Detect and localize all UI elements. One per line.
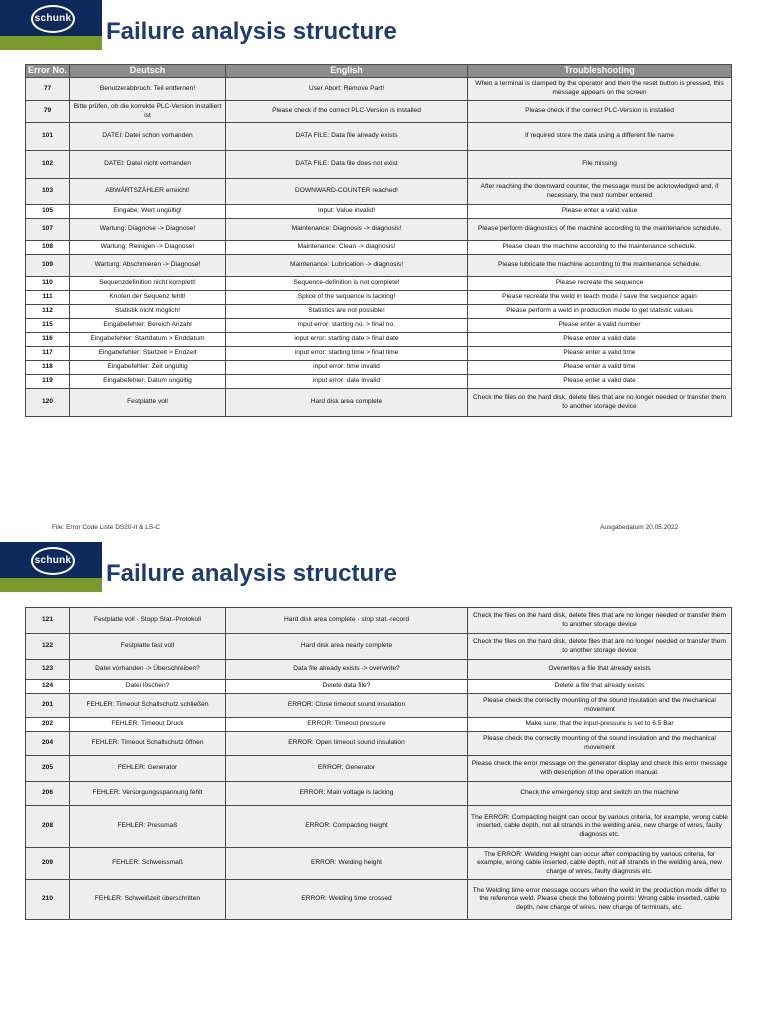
error-no-cell: 111 [26,291,70,305]
table-row [26,732,732,756]
deutsch-cell: Eingabefehler: Bereich Anzahl [70,319,226,333]
error-no-cell: 202 [26,718,70,732]
troubleshooting-cell: The Welding time error message occurs when the weld in the production mode differ to the reference weld. Please check the following points: Wrong cable inserted, cable depth, new charge of wires, new charge of terminals, etc. [468,880,732,920]
english-cell: Maintenance: Lubrication -> diagnosis! [226,255,468,277]
english-cell: input error: date invalid [226,375,468,389]
table-row [26,680,732,694]
deutsch-cell: Eingabefehler: Startzeit > Endzeit [70,347,226,361]
deutsch-cell: Sequenzdefinition nicht komplett! [70,277,226,291]
english-cell: ERROR: Main voltage is lacking [226,782,468,806]
page-header-2 [0,542,768,602]
english-cell: input error: starting time > final time [226,347,468,361]
troubleshooting-cell: Please check the correctly mounting of the sound insulation and the mechanical movement [468,732,732,756]
error-no-cell: 105 [26,205,70,219]
troubleshooting-cell: Please enter a valid date [468,375,732,389]
footer-file: File: Error Code Liste DS20-II & LS-C [52,524,161,531]
table-row [26,375,732,389]
error-no-cell: 122 [26,634,70,660]
error-no-cell: 110 [26,277,70,291]
error-no-cell: 116 [26,333,70,347]
table-row [26,608,732,634]
deutsch-cell: Festplatte voll [70,389,226,417]
english-cell: ERROR: Close timeout sound insulation [226,694,468,718]
table-row [26,219,732,241]
error-no-cell: 206 [26,782,70,806]
table-row [26,848,732,880]
troubleshooting-cell: The ERROR: Compacting height can occur by various criteria, for example, wrong cable inserted, cable depth, not all strands in the welding area, new charge of wires, faulty diagnosis etc. [468,806,732,848]
error-no-cell: 101 [26,123,70,151]
deutsch-cell: Bitte prüfen, ob die korrekte PLC-Version installiert ist [70,101,226,123]
error-no-cell: 119 [26,375,70,389]
troubleshooting-cell: Please enter a valid number [468,319,732,333]
troubleshooting-cell: Please recreate the weld in teach mode / save the sequence again [468,291,732,305]
troubleshooting-cell: Check the files on the hard disk, delete files that are no longer needed or transfer them to another storage device [468,608,732,634]
error-no-cell: 107 [26,219,70,241]
english-cell: input error: starting date > final date [226,333,468,347]
table-row [26,756,732,782]
error-no-cell: 77 [26,78,70,101]
error-no-cell: 208 [26,806,70,848]
schunk-logo: schunk [31,547,75,575]
troubleshooting-cell: Check the files on the hard disk, delete files that are no longer needed or transfer them to another storage device [468,389,732,417]
english-cell: DOWNWARD-COUNTER reached! [226,179,468,205]
error-no-cell: 204 [26,732,70,756]
table-row [26,333,732,347]
troubleshooting-cell: When a terminal is clamped by the operator and then the reset button is pressed, this message appears on the screen [468,78,732,101]
troubleshooting-cell: If required store the data using a different file name [468,123,732,151]
deutsch-cell: DATEI: Datei nicht vorhanden [70,151,226,179]
table-row [26,205,732,219]
footer-date: Ausgabedatum 20.05.2022 [600,524,679,531]
deutsch-cell: Eingabe: Wert ungültig! [70,205,226,219]
error-no-cell: 112 [26,305,70,319]
col-header-english: English [226,65,468,78]
troubleshooting-cell: Please lubricate the machine according to the maintenance schedule. [468,255,732,277]
table-row [26,389,732,417]
deutsch-cell: Festplatte fast voll [70,634,226,660]
error-table-body-1 [26,78,732,417]
error-no-cell: 118 [26,361,70,375]
page-title: Failure analysis structure [106,18,397,45]
error-no-cell: 121 [26,608,70,634]
deutsch-cell: FEHLER: Pressmaß [70,806,226,848]
table-row [26,291,732,305]
deutsch-cell: Datei löschen? [70,680,226,694]
table-row [26,634,732,660]
deutsch-cell: Knoten der Sequenz fehlt! [70,291,226,305]
error-table-2 [25,607,732,920]
english-cell: ERROR: Timeout pressure [226,718,468,732]
error-no-cell: 102 [26,151,70,179]
error-no-cell: 79 [26,101,70,123]
table-row [26,694,732,718]
schunk-logo: schunk [31,5,75,33]
english-cell: Sequence-definition is not complete! [226,277,468,291]
troubleshooting-cell: Please clean the machine according to the maintenance schedule. [468,241,732,255]
troubleshooting-cell: Please enter a valid value [468,205,732,219]
deutsch-cell: FEHLER: Generator [70,756,226,782]
deutsch-cell: FEHLER: Schweissmaß [70,848,226,880]
error-no-cell: 103 [26,179,70,205]
error-no-cell: 115 [26,319,70,333]
english-cell: Input: Value invalid! [226,205,468,219]
error-no-cell: 124 [26,680,70,694]
error-no-cell: 108 [26,241,70,255]
deutsch-cell: FEHLER: Timeout Schallschutz schließen [70,694,226,718]
deutsch-cell: Eingabefehler: Startdatum > Enddatum [70,333,226,347]
deutsch-cell: Eingabefehler: Datum ungültig [70,375,226,389]
troubleshooting-cell: The ERROR: Welding Height can occur after compacting by various criteria, for example, wrong cable inserted, cable depth, not all strands in the welding area, new charge of wires, faulty diagnosis etc. [468,848,732,880]
error-no-cell: 201 [26,694,70,718]
deutsch-cell: Wartung: Diagnose -> Diagnose! [70,219,226,241]
troubleshooting-cell: Please check the error message on the generator display and check this error message with description of the operation manual. [468,756,732,782]
error-table-1 [25,64,732,417]
troubleshooting-cell: Please enter a valid date [468,333,732,347]
col-header-error-no: Error No. [26,65,70,78]
table-row [26,78,732,101]
accent-band [0,36,102,50]
english-cell: ERROR: Open timeout sound insulation [226,732,468,756]
english-cell: Statistics are not possible! [226,305,468,319]
deutsch-cell: Datei vorhanden -> Überschreiben? [70,660,226,680]
deutsch-cell: FEHLER: Versorgungsspannung fehlt [70,782,226,806]
english-cell: ERROR: Welding time crossed [226,880,468,920]
deutsch-cell: FEHLER: Timeout Druck [70,718,226,732]
troubleshooting-cell: Please check if the correct PLC-Version is installed [468,101,732,123]
troubleshooting-cell: Check the files on the hard disk, delete files that are no longer needed or transfer them to another storage device [468,634,732,660]
english-cell: ERROR: Compacting height [226,806,468,848]
troubleshooting-cell: Please perform a weld in production mode to get statistic values [468,305,732,319]
error-table-body-2 [26,608,732,920]
troubleshooting-cell: Please recreate the sequence [468,277,732,291]
troubleshooting-cell: Please check the correctly mounting of the sound insulation and the mechanical movement [468,694,732,718]
error-no-cell: 209 [26,848,70,880]
table-row [26,361,732,375]
col-header-deutsch: Deutsch [70,65,226,78]
error-no-cell: 120 [26,389,70,417]
table-row [26,277,732,291]
deutsch-cell: Benutzerabbruch: Teil entfernen! [70,78,226,101]
table-row [26,806,732,848]
troubleshooting-cell: File missing [468,151,732,179]
troubleshooting-cell: Please enter a valid time [468,361,732,375]
accent-band [0,578,102,592]
page-title: Failure analysis structure [106,560,397,587]
deutsch-cell: ABWÄRTSZÄHLER erreicht! [70,179,226,205]
english-cell: ERROR: Welding height [226,848,468,880]
table-row [26,319,732,333]
table-row [26,151,732,179]
english-cell: User Abort: Remove Part! [226,78,468,101]
english-cell: Hard disk area complete - stop stat.-record [226,608,468,634]
error-no-cell: 109 [26,255,70,277]
deutsch-cell: DATEI: Datei schon vorhanden [70,123,226,151]
deutsch-cell: Festplatte voll - Stopp Stat.-Protokoll [70,608,226,634]
table-row [26,718,732,732]
english-cell: Hard disk area nearly complete [226,634,468,660]
deutsch-cell: FEHLER: Schweißzeit überschritten [70,880,226,920]
table-row [26,305,732,319]
table-row [26,179,732,205]
english-cell: Splice of the sequence is lacking! [226,291,468,305]
english-cell: Maintenance: Diagnosis -> diagnosis! [226,219,468,241]
troubleshooting-cell: Delete a file that already exists [468,680,732,694]
table-row [26,660,732,680]
table-row [26,347,732,361]
deutsch-cell: Eingabefehler: Zeit ungültig [70,361,226,375]
english-cell: Hard disk area complete [226,389,468,417]
error-no-cell: 205 [26,756,70,782]
english-cell: DATA FILE: Data file already exists [226,123,468,151]
error-no-cell: 210 [26,880,70,920]
table-header-row [26,65,732,78]
page-header-1 [0,0,768,60]
troubleshooting-cell: Check the emergency stop and switch on the machine [468,782,732,806]
error-no-cell: 117 [26,347,70,361]
english-cell: Maintenance: Clean -> diagnosis! [226,241,468,255]
deutsch-cell: Wartung: Reinigen -> Diagnose! [70,241,226,255]
troubleshooting-cell: Please perform diagnostics of the machine according to the maintenance schedule. [468,219,732,241]
col-header-troubleshooting: Troubleshooting [468,65,732,78]
troubleshooting-cell: After reaching the downward counter, the message must be acknowledged and, if necessary, the next number entered [468,179,732,205]
english-cell: Delete data file? [226,680,468,694]
english-cell: ERROR: Generator [226,756,468,782]
error-no-cell: 123 [26,660,70,680]
troubleshooting-cell: Please enter a valid time [468,347,732,361]
troubleshooting-cell: Overwrites a file that already exists [468,660,732,680]
english-cell: input error: time invalid [226,361,468,375]
table-row [26,880,732,920]
table-row [26,255,732,277]
english-cell: Please check if the correct PLC-Version is installed [226,101,468,123]
deutsch-cell: FEHLER: Timeout Schallschutz öffnen [70,732,226,756]
troubleshooting-cell: Make sure, that the input-pressure is set to 6.5 Bar [468,718,732,732]
table-row [26,101,732,123]
table-row [26,782,732,806]
table-row [26,241,732,255]
deutsch-cell: Wartung: Abschmieren -> Diagnose! [70,255,226,277]
english-cell: DATA FILE: Data file does not exist [226,151,468,179]
deutsch-cell: Statistik nicht möglich! [70,305,226,319]
english-cell: input error: starting no. > final no. [226,319,468,333]
english-cell: Data file already exists -> overwrite? [226,660,468,680]
table-row [26,123,732,151]
